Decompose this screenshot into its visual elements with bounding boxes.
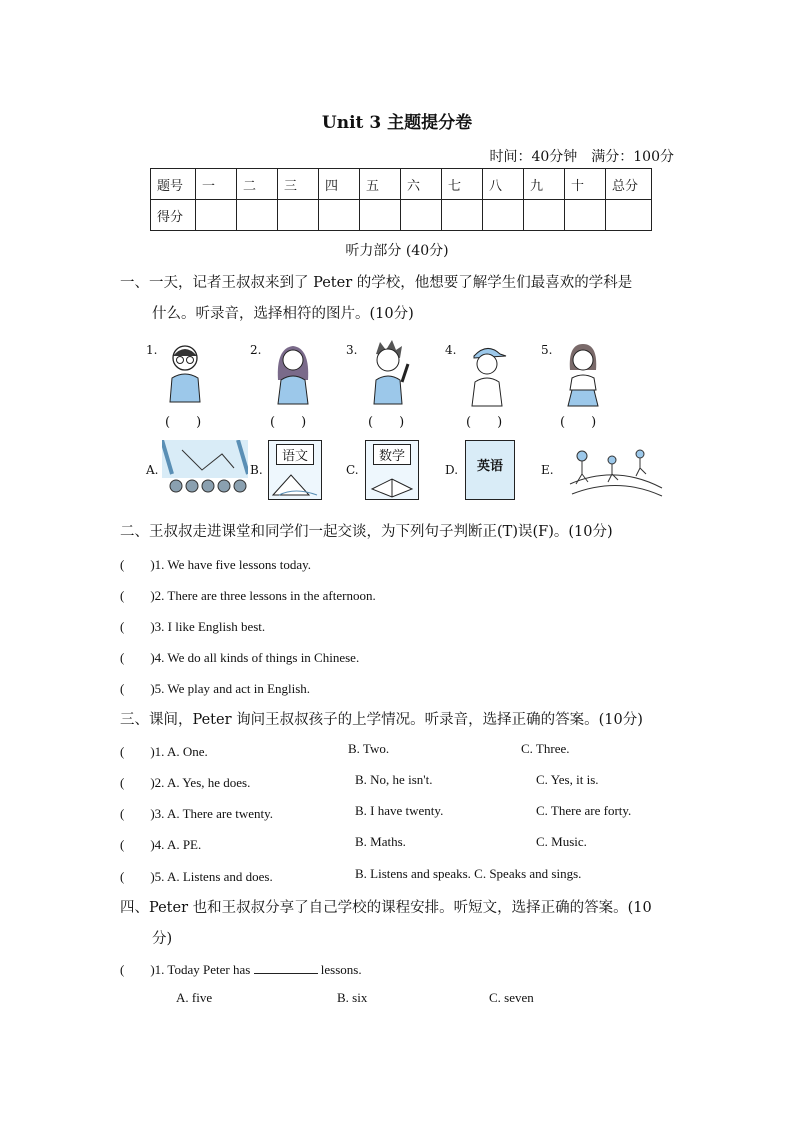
score-cell[interactable] xyxy=(565,200,606,231)
choice-question[interactable]: ( )2. A. Yes, he does. xyxy=(120,775,251,790)
choice-option-c[interactable]: C. seven xyxy=(489,990,534,1005)
score-cell[interactable] xyxy=(319,200,360,231)
choice-option-c[interactable]: C. Music. xyxy=(536,834,587,849)
choice-option-b[interactable]: B. six xyxy=(337,990,368,1005)
choice-option-b[interactable]: B. No, he isn't. xyxy=(355,772,433,787)
score-cell[interactable] xyxy=(483,200,524,231)
kid-number: 1. xyxy=(146,343,158,357)
answer-paren[interactable]: ( ) xyxy=(368,415,405,430)
answer-paren[interactable]: ( ) xyxy=(560,415,597,430)
book-title: 语文 xyxy=(276,444,314,465)
choice-option-b[interactable]: B. Two. xyxy=(348,741,390,756)
cell: 题号 xyxy=(151,169,196,200)
option-label: B. xyxy=(250,463,263,477)
score-cell[interactable] xyxy=(442,200,483,231)
book-title: 数学 xyxy=(373,444,411,465)
question-text: lessons. xyxy=(320,962,362,977)
option-label: A. xyxy=(146,463,159,477)
chinese-book-picture xyxy=(268,440,322,500)
cell: 总分 xyxy=(606,169,652,200)
sec2-heading: 二、王叔叔走进课堂和同学们一起交谈，为下列句子判断正(T)误(F)。(10分) xyxy=(120,524,613,540)
choice-question[interactable]: ( )4. A. PE. xyxy=(120,837,202,852)
score-cell[interactable] xyxy=(196,200,237,231)
answer-paren[interactable]: ( ) xyxy=(165,415,202,430)
cell: 一 xyxy=(196,169,237,200)
score-cell[interactable] xyxy=(360,200,401,231)
option-label: D. xyxy=(445,463,459,477)
tf-item[interactable]: ( )2. There are three lessons in the afternoon. xyxy=(120,588,376,603)
mountain-icon xyxy=(269,465,321,499)
score-table xyxy=(150,168,652,231)
cell: 九 xyxy=(524,169,565,200)
fill-question xyxy=(120,959,362,978)
choice-option-a[interactable]: A. five xyxy=(176,990,213,1005)
choice-question[interactable]: ( )5. A. Listens and does. xyxy=(120,869,273,884)
cell: 五 xyxy=(360,169,401,200)
english-book-picture xyxy=(465,440,515,500)
tf-item[interactable]: ( )1. We have five lessons today. xyxy=(120,557,312,572)
choice-option-c[interactable]: C. Yes, it is. xyxy=(536,772,599,787)
kid-number: 4. xyxy=(445,343,457,357)
choice-option-c[interactable]: C. There are forty. xyxy=(536,803,632,818)
tf-item[interactable]: ( )4. We do all kinds of things in Chinese. xyxy=(120,650,360,665)
tf-item[interactable]: ( )3. I like English best. xyxy=(120,619,266,634)
choice-question[interactable]: ( )3. A. There are twenty. xyxy=(120,806,274,821)
girl-long-hair-illustration xyxy=(268,340,318,408)
sec4-line1: 四、Peter 也和王叔叔分享了自己学校的课程安排。听短文，选择正确的答案。(10 xyxy=(120,900,652,916)
boy-waving-illustration xyxy=(362,338,414,408)
cell: 十 xyxy=(565,169,606,200)
option-label: E. xyxy=(541,463,554,477)
girl-short-hair-illustration xyxy=(558,340,608,408)
choice-option-b[interactable]: B. Listens and speaks. C. Speaks and sings. xyxy=(355,866,582,881)
sec4-line2: 分) xyxy=(152,931,173,947)
kid-number: 2. xyxy=(250,343,262,357)
score-cell[interactable] xyxy=(606,200,652,231)
sec1-line1: 一、一天，记者王叔叔来到了 Peter 的学校，他想要了解学生们最喜欢的学科是 xyxy=(120,275,633,291)
kid-number: 5. xyxy=(541,343,553,357)
sec1-line2: 什么。听录音，选择相符的图片。(10分) xyxy=(152,306,414,322)
tf-item[interactable]: ( )5. We play and act in English. xyxy=(120,681,311,696)
open-book-icon xyxy=(366,465,418,499)
cell: 二 xyxy=(237,169,278,200)
cell: 得分 xyxy=(151,200,196,231)
cell: 四 xyxy=(319,169,360,200)
option-label: C. xyxy=(346,463,359,477)
boy-cap-illustration xyxy=(462,340,512,408)
running-kids-picture xyxy=(568,444,664,498)
sec3-heading: 三、课间，Peter 询问王叔叔孩子的上学情况。听录音，选择正确的答案。(10分) xyxy=(120,712,643,728)
kid-number: 3. xyxy=(346,343,358,357)
stage-performance-picture xyxy=(162,440,248,498)
boy-glasses-illustration xyxy=(160,340,210,408)
score-header-row xyxy=(151,169,652,200)
choice-option-b[interactable]: B. Maths. xyxy=(355,834,406,849)
cell: 三 xyxy=(278,169,319,200)
score-cell[interactable] xyxy=(524,200,565,231)
answer-paren[interactable]: ( ) xyxy=(270,415,307,430)
answer-paren[interactable]: ( ) xyxy=(466,415,503,430)
page-title: Unit 3 主题提分卷 xyxy=(321,113,473,133)
choice-question[interactable]: ( )1. A. One. xyxy=(120,744,208,759)
maths-book-picture xyxy=(365,440,419,500)
exam-meta: 时间：40分钟 满分：100分 xyxy=(489,149,674,165)
score-cell[interactable] xyxy=(401,200,442,231)
listening-heading: 听力部分 (40分) xyxy=(345,243,449,259)
choice-option-c[interactable]: C. Three. xyxy=(521,741,570,756)
score-value-row xyxy=(151,200,652,231)
choice-option-b[interactable]: B. I have twenty. xyxy=(355,803,444,818)
book-title: 英语 xyxy=(476,459,503,474)
answer-blank[interactable] xyxy=(254,961,318,974)
cell: 七 xyxy=(442,169,483,200)
question-text: ( )1. Today Peter has xyxy=(120,962,251,977)
cell: 六 xyxy=(401,169,442,200)
cell: 八 xyxy=(483,169,524,200)
score-cell[interactable] xyxy=(237,200,278,231)
score-cell[interactable] xyxy=(278,200,319,231)
